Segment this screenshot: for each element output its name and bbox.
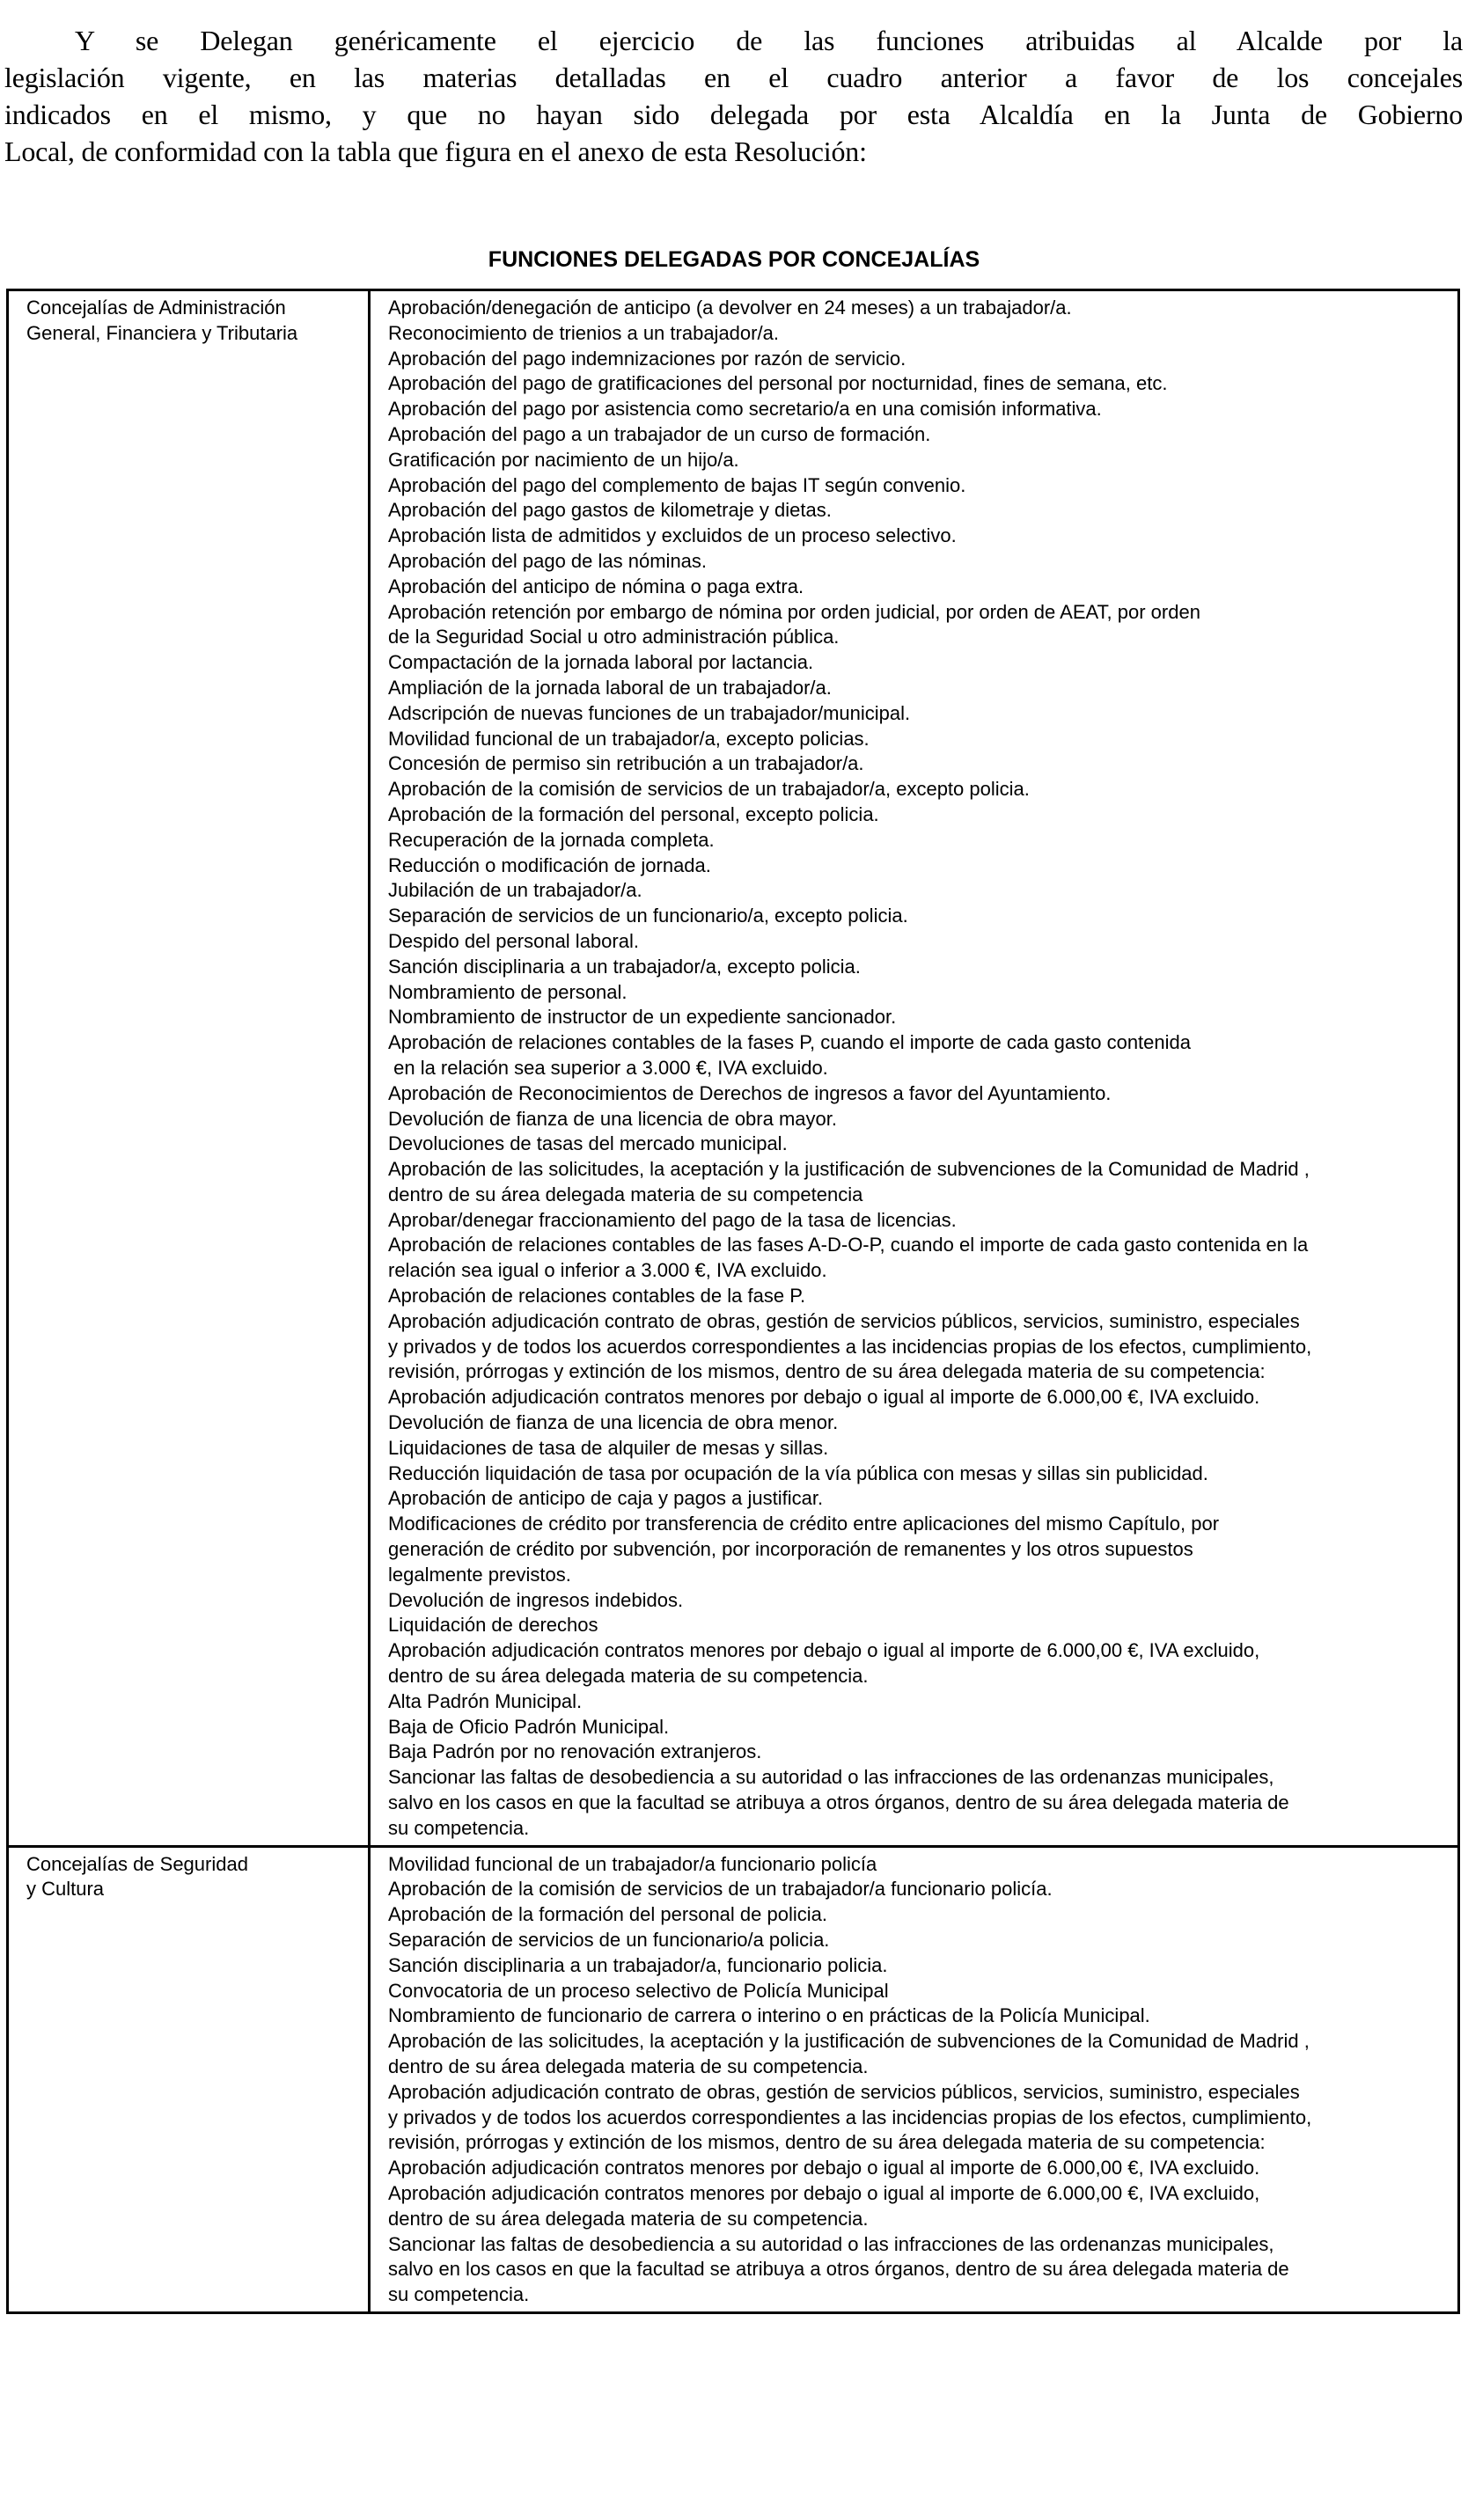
- text-line: Devolución de fianza de una licencia de obra menor.: [388, 1411, 839, 1434]
- text-line: legalmente previstos.: [388, 1563, 571, 1586]
- text-line: Aprobación de las solicitudes, la aceptación y la justificación de subvenciones de la Comunidad de Madrid ,: [388, 2030, 1310, 2053]
- text-line: Aprobación adjudicación contratos menores por debajo o igual al importe de 6.000,00 €, IVA excluido,: [388, 2181, 1260, 2204]
- text-line: y privados y de todos los acuerdos correspondientes a las incidencias propias de los efectos, cumplimiento,: [388, 1335, 1312, 1358]
- text-line: Nombramiento de funcionario de carrera o interino o en prácticas de la Policía Municipal.: [388, 2004, 1150, 2027]
- text-line: indicados en el mismo, y que no hayan sido delegada por esta Alcaldía en la Junta de Gobierno: [4, 99, 1463, 130]
- text-line: Aprobación/denegación de anticipo (a devolver en 24 meses) a un trabajador/a.: [388, 297, 1072, 319]
- text-line: Aprobación adjudicación contrato de obras, gestión de servicios públicos, servicios, suministro, especiales: [388, 1309, 1300, 1332]
- text-line: Adscripción de nuevas funciones de un trabajador/municipal.: [388, 701, 911, 724]
- text-line: su competencia.: [388, 2283, 530, 2306]
- text-line: su competencia.: [388, 1816, 530, 1839]
- text-line: Devolución de ingresos indebidos.: [388, 1588, 684, 1611]
- text-line: Aprobación de relaciones contables de las fases A-D-O-P, cuando el importe de cada gasto contenida en la: [388, 1234, 1309, 1256]
- text-line: Concejalías de Administración: [26, 297, 286, 319]
- concejalia-cell: [8, 1846, 370, 2312]
- text-line: Aprobación del pago a un trabajador de un curso de formación.: [388, 422, 931, 445]
- text-line: Aprobación de relaciones contables de la fases P, cuando el importe de cada gasto contenida: [388, 1031, 1191, 1054]
- text-line: generación de crédito por subvención, por incorporación de remanentes y los otros supuestos: [388, 1538, 1193, 1561]
- text-line: relación sea igual o inferior a 3.000 €, IVA excluido.: [388, 1259, 827, 1282]
- text-line: Aprobación del pago de gratificaciones del personal por nocturnidad, fines de semana, etc.: [388, 372, 1168, 395]
- text-line: Aprobar/denegar fraccionamiento del pago de la tasa de licencias.: [388, 1208, 957, 1231]
- text-line: Aprobación de Reconocimientos de Derechos de ingresos a favor del Ayuntamiento.: [388, 1081, 1112, 1104]
- text-line: Gratificación por nacimiento de un hijo/a.: [388, 448, 739, 471]
- text-line: Recuperación de la jornada completa.: [388, 828, 715, 851]
- delegations-table: [6, 289, 1460, 2314]
- text-line: Aprobación de la comisión de servicios de un trabajador/a, excepto policia.: [388, 778, 1030, 801]
- text-line: Devoluciones de tasas del mercado municipal.: [388, 1132, 788, 1155]
- text-line: Aprobación de relaciones contables de la fase P.: [388, 1285, 806, 1308]
- text-line: Aprobación retención por embargo de nómina por orden judicial, por orden de AEAT, por orden: [388, 600, 1200, 623]
- text-line: Reducción liquidación de tasa por ocupación de la vía pública con mesas y sillas sin publicidad.: [388, 1461, 1208, 1484]
- text-line: Sancionar las faltas de desobediencia a su autoridad o las infracciones de las ordenanzas municipales,: [388, 1766, 1274, 1789]
- table-row-administracion: [8, 290, 1459, 1847]
- text-line: Jubilación de un trabajador/a.: [388, 879, 642, 902]
- text-line: Aprobación adjudicación contrato de obras, gestión de servicios públicos, servicios, suministro, especiales: [388, 2080, 1300, 2103]
- text-line: dentro de su área delegada materia de su competencia: [388, 1183, 863, 1205]
- text-line: revisión, prórrogas y extinción de los mismos, dentro de su área delegada materia de su competencia:: [388, 1360, 1266, 1383]
- text-line: Reconocimiento de trienios a un trabajador/a.: [388, 321, 779, 344]
- text-line: dentro de su área delegada materia de su competencia.: [388, 1665, 869, 1688]
- text-line: dentro de su área delegada materia de su competencia.: [388, 2055, 869, 2077]
- text-line: en la relación sea superior a 3.000 €, IVA excluido.: [388, 1056, 828, 1079]
- text-line: Separación de servicios de un funcionario/a policia.: [388, 1929, 830, 1951]
- text-line: Aprobación de anticipo de caja y pagos a justificar.: [388, 1487, 824, 1510]
- text-line: Movilidad funcional de un trabajador/a funcionario policía: [388, 1852, 877, 1875]
- text-line: Devolución de fianza de una licencia de obra mayor.: [388, 1107, 837, 1130]
- text-line: Liquidaciones de tasa de alquiler de mesas y sillas.: [388, 1436, 829, 1459]
- text-line: legislación vigente, en las materias detalladas en el cuadro anterior a favor de los concejales: [4, 62, 1463, 93]
- text-line: Aprobación del anticipo de nómina o paga extra.: [388, 575, 804, 597]
- text-line: Nombramiento de personal.: [388, 980, 628, 1003]
- text-line: Aprobación adjudicación contratos menores por debajo o igual al importe de 6.000,00 €, IVA excluido,: [388, 1639, 1260, 1662]
- text-line: revisión, prórrogas y extinción de los mismos, dentro de su área delegada materia de su competencia:: [388, 2131, 1266, 2154]
- text-line: Despido del personal laboral.: [388, 929, 639, 952]
- text-line: Local, de conformidad con la tabla que figura en el anexo de esta Resolución:: [4, 136, 867, 167]
- text-line: Aprobación adjudicación contratos menores por debajo o igual al importe de 6.000,00 €, IVA excluido.: [388, 1386, 1260, 1409]
- text-line: Baja Padrón por no renovación extranjeros.: [388, 1740, 762, 1763]
- text-line: dentro de su área delegada materia de su competencia.: [388, 2207, 869, 2230]
- text-line: salvo en los casos en que la facultad se atribuya a otros órganos, dentro de su área delegada materia de: [388, 1791, 1289, 1814]
- text-line: Ampliación de la jornada laboral de un trabajador/a.: [388, 676, 832, 699]
- text-line: Aprobación del pago gastos de kilometraje y dietas.: [388, 499, 832, 522]
- text-line: y Cultura: [26, 1878, 105, 1901]
- text-line: Aprobación del pago de las nóminas.: [388, 549, 708, 572]
- text-line: Aprobación lista de admitidos y excluidos de un proceso selectivo.: [388, 524, 957, 547]
- text-line: Aprobación de la comisión de servicios de un trabajador/a funcionario policía.: [388, 1878, 1053, 1901]
- text-line: Concejalías de Seguridad: [26, 1852, 248, 1875]
- funciones-cell: [370, 1846, 1459, 2312]
- text-line: Alta Padrón Municipal.: [388, 1689, 583, 1712]
- text-line: Aprobación del pago por asistencia como secretario/a en una comisión informativa.: [388, 398, 1102, 421]
- text-line: Nombramiento de instructor de un expediente sancionador.: [388, 1006, 897, 1029]
- text-line: Liquidación de derechos: [388, 1614, 598, 1637]
- text-line: Aprobación del pago indemnizaciones por razón de servicio.: [388, 347, 906, 370]
- text-line: Reducción o modificación de jornada.: [388, 853, 711, 876]
- text-line: y privados y de todos los acuerdos correspondientes a las incidencias propias de los efectos, cumplimiento,: [388, 2106, 1312, 2128]
- table-row-seguridad-cultura: [8, 1846, 1459, 2312]
- text-line: Sanción disciplinaria a un trabajador/a, excepto policia.: [388, 955, 861, 978]
- intro-paragraph: [4, 22, 1463, 170]
- text-line: salvo en los casos en que la facultad se atribuya a otros órganos, dentro de su área delegada materia de: [388, 2258, 1289, 2281]
- text-line: Aprobación de la formación del personal de policia.: [388, 1903, 827, 1926]
- text-line: General, Financiera y Tributaria: [26, 321, 298, 344]
- text-line: Modificaciones de crédito por transferencia de crédito entre aplicaciones del mismo Capítulo, por: [388, 1513, 1220, 1535]
- text-line: Aprobación de las solicitudes, la aceptación y la justificación de subvenciones de la Comunidad de Madrid ,: [388, 1158, 1310, 1181]
- text-line: Y se Delegan genéricamente el ejercicio de las funciones atribuidas al Alcalde por la: [75, 25, 1463, 56]
- text-line: Sancionar las faltas de desobediencia a su autoridad o las infracciones de las ordenanzas municipales,: [388, 2232, 1274, 2255]
- table-title: FUNCIONES DELEGADAS POR CONCEJALÍAS: [488, 247, 980, 272]
- text-line: Concesión de permiso sin retribución a un trabajador/a.: [388, 752, 864, 775]
- text-line: de la Seguridad Social u otro administración pública.: [388, 626, 840, 648]
- text-line: Convocatoria de un proceso selectivo de Policía Municipal: [388, 1979, 889, 2002]
- text-line: Aprobación de la formación del personal, excepto policia.: [388, 802, 879, 825]
- concejalia-cell: [8, 290, 370, 1847]
- text-line: Separación de servicios de un funcionario/a, excepto policia.: [388, 905, 908, 927]
- text-line: Compactación de la jornada laboral por lactancia.: [388, 651, 814, 674]
- text-line: Aprobación del pago del complemento de bajas IT según convenio.: [388, 473, 966, 496]
- text-line: Aprobación adjudicación contratos menores por debajo o igual al importe de 6.000,00 €, IVA excluido.: [388, 2157, 1260, 2179]
- text-line: Sanción disciplinaria a un trabajador/a, funcionario policia.: [388, 1953, 888, 1976]
- funciones-cell: [370, 290, 1459, 1847]
- text-line: Movilidad funcional de un trabajador/a, excepto policias.: [388, 727, 870, 750]
- text-line: Baja de Oficio Padrón Municipal.: [388, 1715, 670, 1738]
